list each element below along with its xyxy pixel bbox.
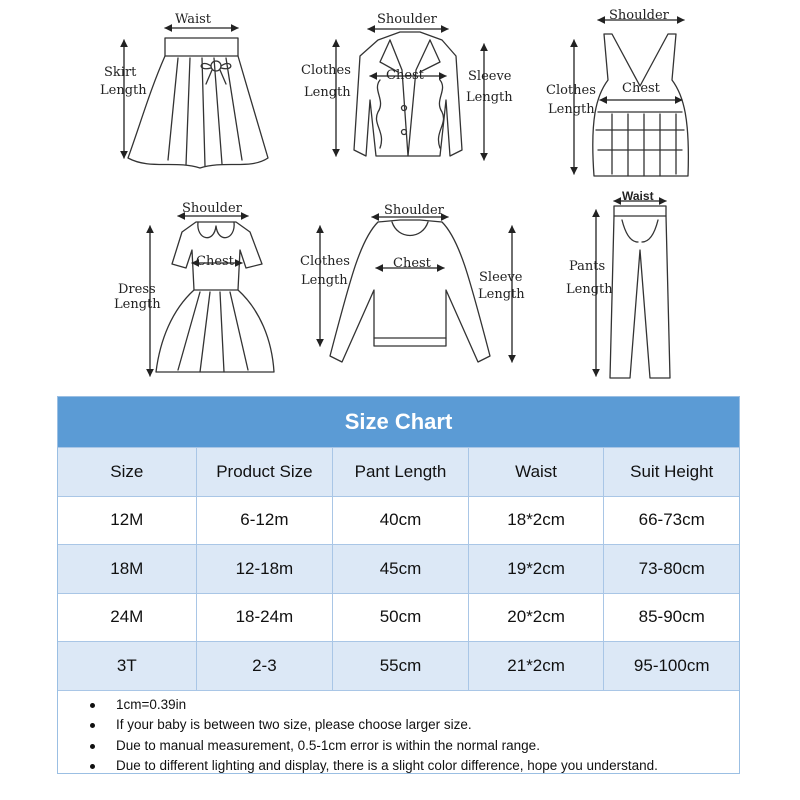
table-cell: 20*2cm — [468, 594, 604, 642]
table-cell: 85-90cm — [603, 594, 739, 642]
dress-length-label-1: Dress — [118, 282, 156, 297]
vest-shoulder-label: Shoulder — [609, 8, 669, 23]
table-cell: 95-100cm — [603, 642, 739, 690]
table-cell: 21*2cm — [468, 642, 604, 690]
table-cell: 12-18m — [196, 545, 333, 593]
jacket-drawing — [354, 32, 462, 156]
dress-drawing — [156, 222, 274, 372]
sweater-chest-label: Chest — [393, 256, 431, 271]
note-item: Due to manual measurement, 0.5-1cm error is within the normal range. — [90, 736, 739, 757]
table-cell: 55cm — [332, 642, 468, 690]
sweater-sleeve-label-2: Length — [478, 287, 525, 302]
table-cell: 40cm — [332, 497, 468, 545]
note-item: 1cm=0.39in — [90, 695, 739, 716]
table-cell: 18M — [110, 558, 144, 578]
pants-waist-label: Waist — [622, 189, 654, 203]
garment-illustrations — [0, 0, 800, 392]
table-cell: 24M — [110, 607, 144, 627]
sweater-drawing — [330, 220, 490, 362]
table-row — [58, 544, 739, 593]
size-chart-table — [57, 396, 740, 774]
skirt-waist-label: Waist — [175, 12, 212, 27]
table-cell: 19*2cm — [468, 545, 604, 593]
vest-clothes-label-1: Clothes — [546, 83, 596, 98]
note-item: If your baby is between two size, please choose larger size. — [90, 715, 739, 736]
table-cell: 66-73cm — [603, 497, 739, 545]
size-notes — [58, 690, 739, 777]
header-cell: Pant Length — [332, 448, 468, 496]
skirt-length-label-1: Skirt — [104, 65, 137, 80]
skirt-drawing — [128, 38, 268, 168]
header-cell: Waist — [468, 448, 604, 496]
table-cell: 45cm — [332, 545, 468, 593]
dress-length-label-2: Length — [114, 297, 161, 312]
size-chart-title: Size Chart — [58, 397, 739, 447]
table-row — [58, 641, 739, 690]
table-header-row — [58, 447, 739, 496]
table-row — [58, 496, 739, 545]
vest-drawing — [593, 34, 689, 176]
jacket-shoulder-label: Shoulder — [377, 12, 437, 27]
table-cell: 3T — [116, 655, 137, 675]
jacket-sleeve-label-2: Length — [466, 90, 513, 105]
pants-drawing — [610, 206, 670, 378]
jacket-clothes-label-2: Length — [304, 85, 351, 100]
header-cell: Suit Height — [603, 448, 739, 496]
sweater-clothes-label-1: Clothes — [300, 254, 350, 269]
pants-length-label-2: Length — [566, 282, 613, 297]
header-cell: Product Size — [196, 448, 333, 496]
sweater-clothes-label-2: Length — [301, 273, 348, 288]
jacket-chest-label: Chest — [386, 68, 424, 83]
table-cell: 6-12m — [196, 497, 333, 545]
jacket-clothes-label-1: Clothes — [301, 63, 351, 78]
table-cell: 50cm — [332, 594, 468, 642]
table-cell: 12M — [110, 510, 144, 530]
dress-chest-label: Chest — [196, 254, 234, 269]
dress-shoulder-label: Shoulder — [182, 201, 242, 216]
vest-clothes-label-2: Length — [548, 102, 595, 117]
table-cell: 2-3 — [196, 642, 333, 690]
sweater-sleeve-label-1: Sleeve — [479, 270, 523, 285]
table-cell: 18*2cm — [468, 497, 604, 545]
pants-length-label-1: Pants — [569, 259, 606, 274]
table-cell: 18-24m — [196, 594, 333, 642]
header-cell: Size — [110, 461, 144, 481]
garment-drawings — [0, 0, 800, 392]
table-cell: 73-80cm — [603, 545, 739, 593]
jacket-sleeve-label-1: Sleeve — [468, 69, 512, 84]
skirt-length-label-2: Length — [100, 83, 147, 98]
notes-list — [90, 695, 739, 777]
table-row — [58, 593, 739, 642]
sweater-shoulder-label: Shoulder — [384, 203, 444, 218]
vest-chest-label: Chest — [622, 81, 660, 96]
note-item: Due to different lighting and display, there is a slight color difference, hope you understand. — [90, 756, 739, 777]
